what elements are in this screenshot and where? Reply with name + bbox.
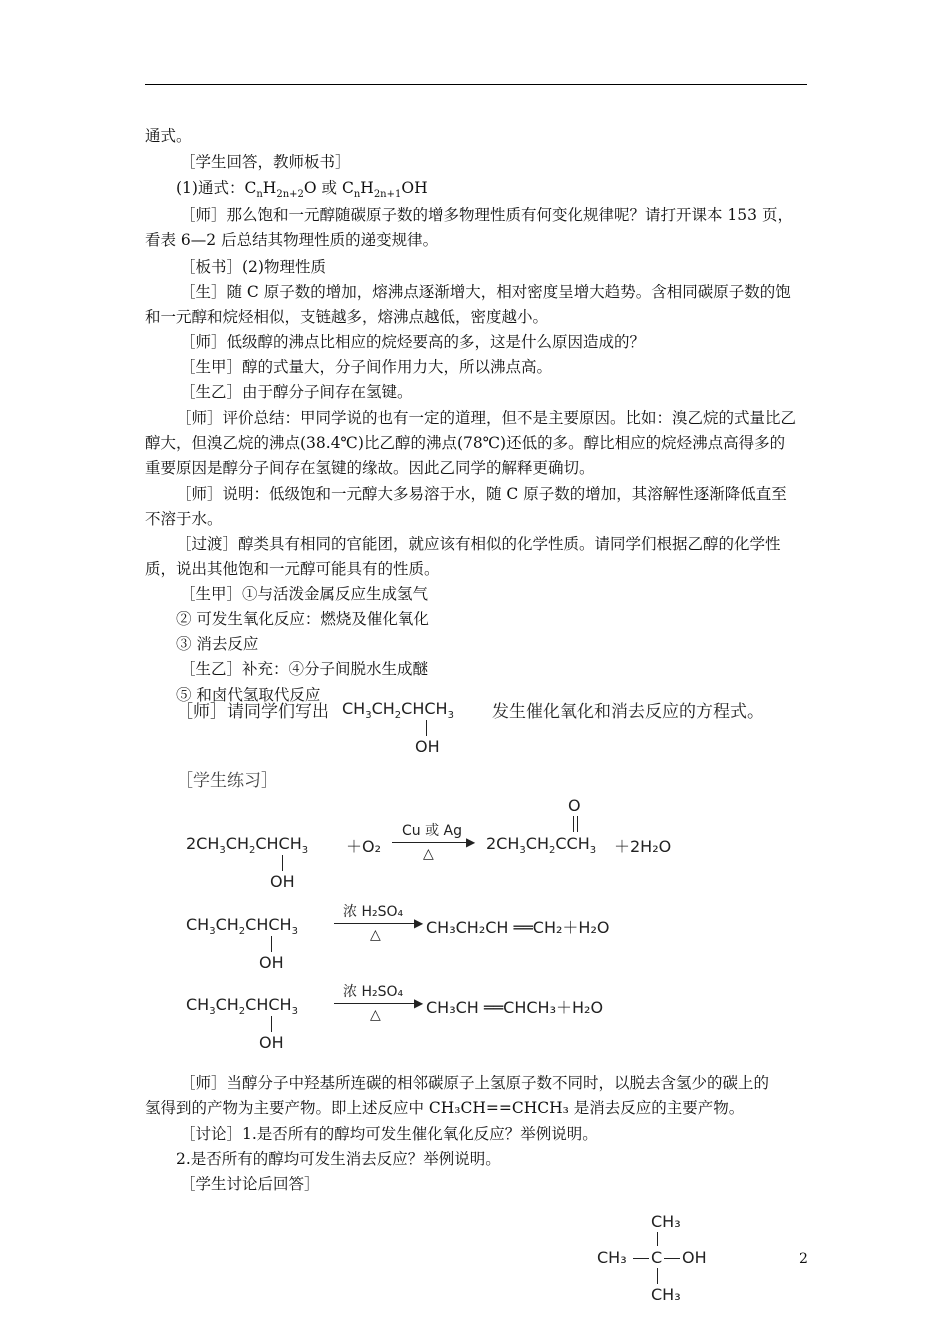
prompt-pre: ［师］请同学们写出 (176, 702, 329, 722)
bond-line (633, 1258, 649, 1259)
oh-group: OH (415, 737, 440, 756)
text-line: ② 可发生氧化反应：燃烧及催化氧化 (176, 610, 429, 628)
text-line: ［师］评价总结：甲同学说的也有一定的道理，但不是主要原因。比如：溴乙烷的式量比乙 (176, 409, 797, 427)
arrow-head-icon: ▶ (466, 835, 476, 849)
text-line: ［学生回答，教师板书］ (180, 153, 351, 171)
arrow-head-icon: ▶ (414, 996, 424, 1010)
reaction-arrow (392, 842, 472, 843)
carbonyl-o: O (568, 796, 581, 815)
product-1-tail: ＋2H₂O (614, 837, 672, 856)
text-line: ［师］那么饱和一元醇随碳原子数的增多物理性质有何变化规律呢？请打开课本 153 页， (180, 206, 793, 224)
methyl-bottom: CH₃ (651, 1285, 681, 1304)
bond-line (664, 1258, 680, 1259)
central-carbon: C (651, 1248, 663, 1267)
product-3: CH₃CH ══CHCH₃＋H₂O (426, 998, 604, 1017)
text-line: ⑤ 和卤代氢取代反应 (176, 686, 321, 704)
reaction-arrow (334, 1003, 420, 1004)
heat-label: △ (370, 927, 381, 943)
double-bond-line (577, 816, 578, 832)
header-rule (145, 84, 807, 85)
text-line: ［学生讨论后回答］ (180, 1175, 320, 1193)
oh-group: OH (259, 953, 284, 972)
prompt-formula: $CH_3CH_2CHCH_3$ (342, 699, 454, 722)
text-line: 氢得到的产物为主要产物。即上述反应中 CH₃CH==CHCH₃ 是消去反应的主要产物。 (145, 1099, 745, 1117)
page-number: 2 (799, 1251, 808, 1267)
text-line: ［师］低级醇的沸点比相应的烷烃要高的多，这是什么原因造成的？ (180, 333, 646, 351)
text-line: 重要原因是醇分子间存在氢键的缘故。因此乙同学的解释更确切。 (145, 459, 595, 477)
text-line: ［师］说明：低级饱和一元醇大多易溶于水，随 C 原子数的增加，其溶解性逐渐降低直至 (176, 485, 787, 503)
heat-label: △ (370, 1007, 381, 1023)
text-line: 醇大，但溴乙烷的沸点(38.4℃)比乙醇的沸点(78℃)还低的多。醇比相应的烷烃沸点高得多的 (145, 434, 786, 452)
oxygen-reagent: ＋O₂ (346, 837, 382, 856)
text-line: 质，说出其他饱和一元醇可能具有的性质。 (145, 560, 440, 578)
text-line: ［板书］(2)物理性质 (180, 258, 326, 276)
hydroxyl: OH (682, 1248, 707, 1267)
methyl-top: CH₃ (651, 1212, 681, 1231)
formula-or: 或 (321, 179, 338, 197)
text-line: ［讨论］1.是否所有的醇均可发生催化氧化反应？举例说明。 (180, 1125, 598, 1143)
catalyst-label: 浓 H₂SO₄ (343, 984, 404, 1000)
figure-prompt (176, 697, 329, 722)
reaction-arrow (334, 923, 420, 924)
catalyst-label: Cu 或 Ag (402, 823, 463, 839)
prompt-post: 发生催化氧化和消去反应的方程式。 (492, 702, 764, 722)
practice-label: ［学生练习］ (176, 771, 278, 791)
bond-line (426, 720, 427, 736)
text-line: 看表 6—2 后总结其物理性质的递变规律。 (145, 231, 439, 249)
formula-label: (1)通式： (176, 179, 245, 197)
text-line: 通式。 (145, 127, 192, 145)
methyl-left: CH₃ (597, 1248, 627, 1267)
oh-group: OH (259, 1033, 284, 1052)
bond-line (282, 855, 283, 871)
bond-line (657, 1268, 658, 1284)
text-line: ［师］当醇分子中羟基所连碳的相邻碳原子上氢原子数不同时，以脱去含氢少的碳上的 (180, 1074, 770, 1092)
text-line: 不溶于水。 (145, 510, 223, 528)
heat-label: △ (423, 846, 434, 862)
double-bond-line (573, 816, 574, 832)
text-line: ［过渡］醇类具有相同的官能团，就应该有相似的化学性质。请同学们根据乙醇的化学性 (176, 535, 781, 553)
text-line: 和一元醇和烷烃相似，支链越多，熔沸点越低，密度越小。 (145, 308, 549, 326)
text-line: ［生甲］醇的式量大，分子间作用力大，所以沸点高。 (180, 358, 553, 376)
product-2: CH₃CH₂CH ══CH₂＋H₂O (426, 918, 610, 937)
text-line: 2.是否所有的醇均可发生消去反应？举例说明。 (176, 1150, 501, 1168)
bond-line (271, 1016, 272, 1032)
bond-line (271, 936, 272, 952)
catalyst-label: 浓 H₂SO₄ (343, 904, 404, 920)
reactant-3: $CH_3CH_2CHCH_3$ (186, 995, 298, 1018)
text-line: ③ 消去反应 (176, 635, 259, 653)
reactant-1: $2CH_3CH_2CHCH_3$ (186, 834, 309, 857)
formula-line: (1)通式：$C_nH_{2n+2}O$ 或 $C_nH_{2n+1}OH$ (176, 179, 428, 201)
bond-line (657, 1232, 658, 1246)
text-line: ［生乙］由于醇分子间存在氢键。 (180, 383, 413, 401)
text-line: ［生］随 C 原子数的增加，熔沸点逐渐增大，相对密度呈增大趋势。含相同碳原子数的饱 (180, 283, 791, 301)
text-line: ［生甲］①与活泼金属反应生成氢气 (180, 585, 429, 603)
oh-group: OH (270, 872, 295, 891)
text-line: ［生乙］补充：④分子间脱水生成醚 (180, 660, 429, 678)
reactant-2: $CH_3CH_2CHCH_3$ (186, 915, 298, 938)
product-1: $2CH_3CH_2CCH_3$ (486, 834, 597, 857)
arrow-head-icon: ▶ (414, 916, 424, 930)
